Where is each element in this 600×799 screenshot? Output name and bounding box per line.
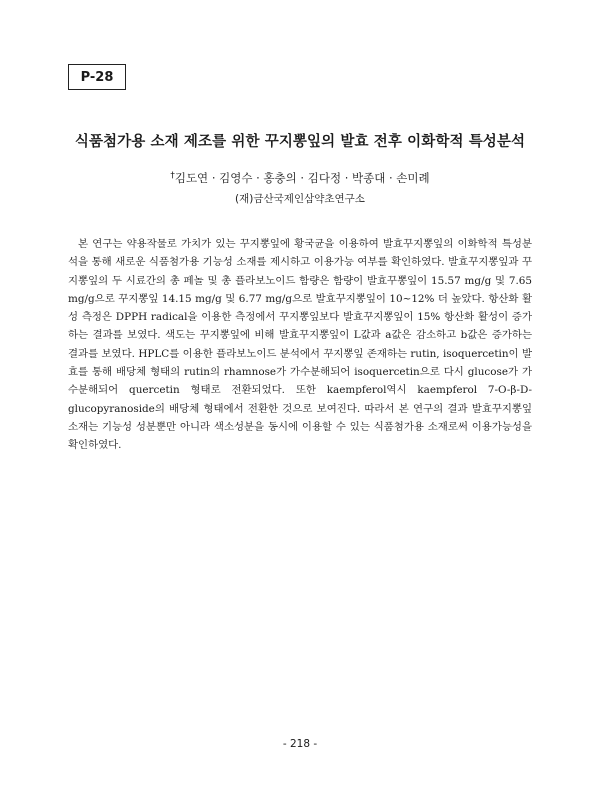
poster-code-box [68,64,126,90]
abstract-text: 본 연구는 약용작물로 가치가 있는 꾸지뽕잎에 황국균을 이용하여 발효꾸지뽕잎의 이화학적 특성분석을 통해 새로운 식품첨가용 기능성 소재를 제시하고 이용가능 여부를 확인하였다. 발효꾸지뽕잎과 꾸지뽕잎의 두 시료간의 총 페놀 및 총 플라보노이드 함량은 함량이 발효꾸뽕잎이 15.57 mg/g 및 7.65 mg/g으로 꾸지뽕잎 14.15 mg/g 및 6.77 mg/g으로 발효꾸지뽕잎이 10~12% 더 높았다. 항산화 활성 측정은 DPPH radical을 이용한 측정에서 꾸지뽕잎보다 발효꾸지뽕잎이 15% 항산화 활성이 증가하는 결과를 보였다. 색도는 꾸지뽕잎에 비해 발효꾸지뽕잎이 L값과 a값은 감소하고 b값은 증가하는 결과를 보였다. HPLC를 이용한 플라보노이드 분석에서 꾸지뽕잎 존재하는 rutin, isoquercetin이 발효를 통해 배당체 형태의 rutin의 rhamnose가 가수분해되어 isoquercetin으로 다시 glucose가 가수분해되어 quercetin 형태로 전환되었다. 또한 kaempferol역시 kaempferol 7-O-β-D-glucopyranoside의 배당체 형태에서 전환한 것으로 보여진다. 따라서 본 연구의 결과 발효꾸지뽕잎 소재는 기능성 성분뿐만 아니라 색소성분을 동시에 이용할 수 있는 식품첨가용 소재로써 이용가능성을 확인하였다. [68,238,532,452]
author-names: 김도연 · 김영수 · 홍충의 · 김다정 · 박종대 · 손미례 [174,171,430,185]
author-list [40,170,560,186]
poster-code: P-28 [80,69,114,85]
affiliation: (재)금산국제인삼약초연구소 [235,193,365,205]
page-number: - 218 - [282,738,318,750]
corresponding-author-mark: † [170,171,175,181]
paper-title: 식품첨가용 소재 제조를 위한 꾸지뽕잎의 발효 전후 이화학적 특성분석 [74,134,526,150]
